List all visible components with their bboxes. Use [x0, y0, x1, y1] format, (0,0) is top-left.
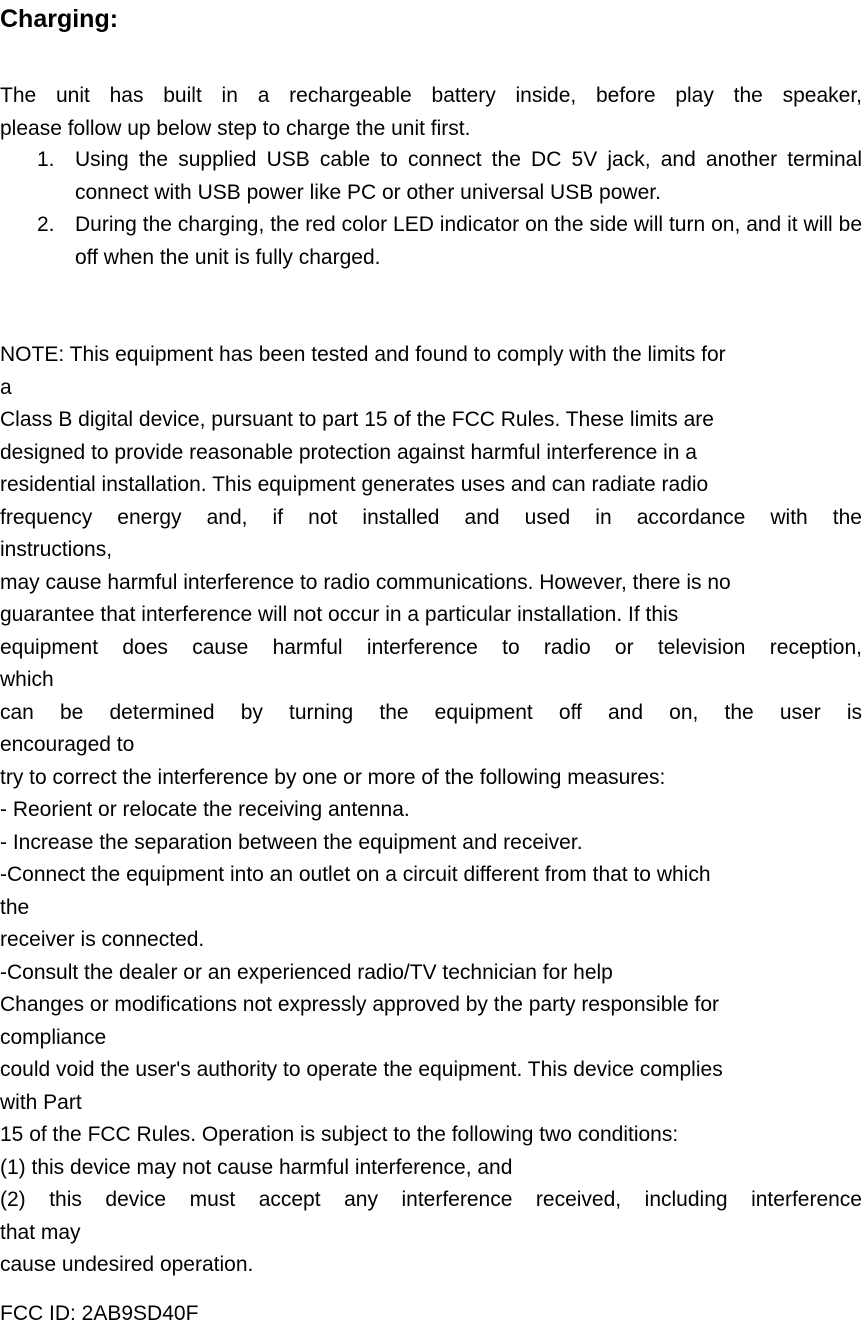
note-line: frequency energy and, if not installed and used in accordance with the	[0, 505, 862, 529]
note-line: encouraged to	[0, 733, 135, 756]
note-line: (2) this device must accept any interference received, including interference	[0, 1188, 862, 1211]
note-line: Class B digital device, pursuant to part 15 of the FCC Rules. These limits are	[0, 408, 714, 431]
note-line: -Connect the equipment into an outlet on a circuit different from that to which	[0, 863, 711, 886]
charging-step	[0, 209, 862, 274]
note-line: guarantee that interference will not occur in a particular installation. If this	[0, 603, 679, 626]
note-line: could void the user's authority to operate the equipment. This device complies	[0, 1058, 723, 1081]
note-line: NOTE: This equipment has been tested and found to comply with the limits for	[0, 343, 726, 366]
charging-intro	[0, 80, 862, 145]
note-line: - Reorient or relocate the receiving antenna.	[0, 798, 410, 821]
note-line: Changes or modifications not expressly approved by the party responsible for	[0, 993, 720, 1016]
note-line: a	[0, 375, 12, 399]
note-line: receiver is connected.	[0, 928, 205, 951]
note-line: compliance	[0, 1025, 107, 1049]
step-number: 2.	[37, 213, 55, 236]
note-line: may cause harmful interference to radio communications. However, there is no	[0, 570, 731, 594]
note-line: designed to provide reasonable protection against harmful interference in a	[0, 440, 697, 464]
note-line: instructions,	[0, 538, 113, 561]
note-line: try to correct the interference by one or more of the following measures:	[0, 765, 666, 789]
step-text: Using the supplied USB cable to connect the DC 5V jack, and another terminal connect with USB power like PC or other universal USB power.	[75, 148, 862, 204]
note-line: equipment does cause harmful interference to radio or television reception,	[0, 635, 862, 659]
note-line: (1) this device may not cause harmful interference, and	[0, 1155, 513, 1179]
charging-step	[0, 144, 862, 209]
note-line: which	[0, 668, 54, 691]
note-line: -Consult the dealer or an experienced radio/TV technician for help	[0, 960, 613, 984]
intro-line: The unit has built in a rechargeable battery inside, before play the speaker,	[0, 84, 862, 107]
note-line: cause undesired operation.	[0, 1253, 254, 1276]
note-line: residential installation. This equipment generates uses and can radiate radio	[0, 473, 709, 496]
note-line: that may	[0, 1220, 81, 1244]
note-line: with Part	[0, 1090, 82, 1114]
note-line: the	[0, 895, 30, 919]
fcc-note	[0, 339, 862, 1282]
note-line: can be determined by turning the equipment off and on, the user is	[0, 700, 862, 724]
intro-line: please follow up below step to charge the unit first.	[0, 116, 471, 140]
note-line: 15 of the FCC Rules. Operation is subject to the following two conditions:	[0, 1123, 679, 1146]
step-number: 1.	[37, 148, 55, 171]
charging-steps-list	[0, 144, 862, 274]
charging-heading: Charging:	[0, 5, 119, 33]
fcc-id: FCC ID: 2AB9SD40F	[0, 1302, 199, 1325]
step-text: During the charging, the red color LED indicator on the side will turn on, and it will be off when the unit is fully charged.	[75, 213, 862, 269]
note-line: - Increase the separation between the equipment and receiver.	[0, 830, 583, 854]
